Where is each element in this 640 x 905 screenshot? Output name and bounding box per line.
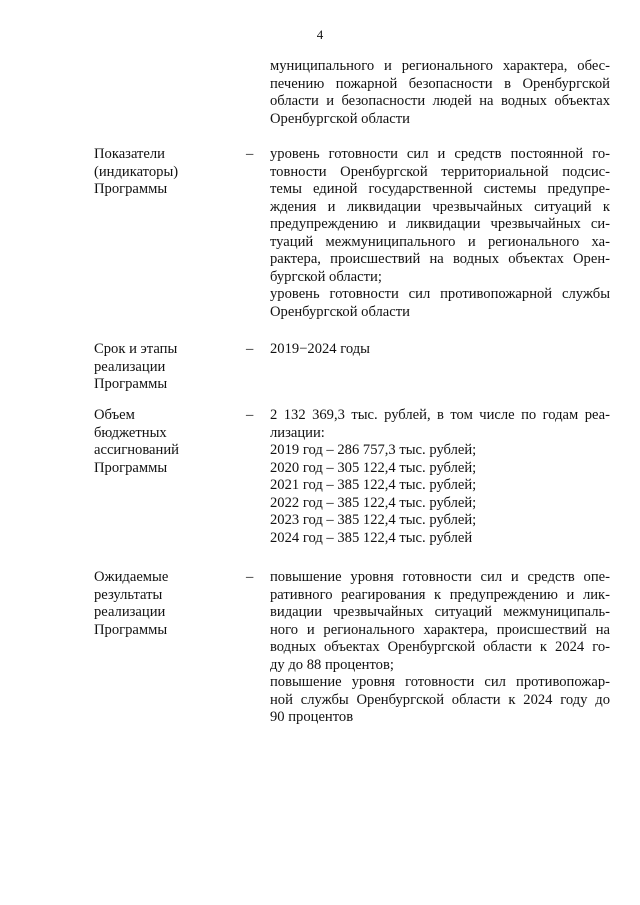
section-dash: – xyxy=(246,146,254,162)
section-label xyxy=(94,146,224,199)
continuation-line: области и безопасности людей на водных объектах xyxy=(270,93,610,109)
section-label xyxy=(94,341,224,394)
continuation-line: Оренбургской области xyxy=(270,110,410,127)
value-line: ду до 88 процентов; xyxy=(270,656,394,673)
value-line: водных объектах Оренбургской области к 2024 го- xyxy=(270,639,610,655)
value-line: товности Оренбургской территориальной подсис- xyxy=(270,163,610,180)
label-line: Программы xyxy=(94,621,168,638)
label-line: Срок и этапы xyxy=(94,341,178,357)
section-label xyxy=(94,407,224,477)
label-line: Программы xyxy=(94,181,168,197)
value-line: ной службы Оренбургской области к 2024 году до xyxy=(270,691,610,708)
continuation-line: муниципального и регионального характера, обес- xyxy=(270,58,610,74)
value-line: 2019 год – 286 757,3 тыс. рублей; xyxy=(270,442,477,458)
value-line: 2020 год – 305 122,4 тыс. рублей; xyxy=(270,459,477,476)
section-value xyxy=(270,341,610,359)
label-line: Объем xyxy=(94,407,135,423)
label-line: результаты xyxy=(94,586,163,603)
section-dash: – xyxy=(246,341,254,357)
value-line: 90 процентов xyxy=(270,709,354,725)
value-line: Оренбургской области xyxy=(270,303,410,320)
value-line: туаций межмуниципального и регионального ха- xyxy=(270,233,610,250)
value-line: ративного реагирования к предупреждению и лик- xyxy=(270,586,610,603)
value-line: 2024 год – 385 122,4 тыс. рублей xyxy=(270,529,473,546)
continuation-line: печению пожарной безопасности в Оренбургской xyxy=(270,75,610,92)
label-line: реализации xyxy=(94,604,166,620)
label-line: Программы xyxy=(94,376,168,392)
value-line: 2021 год – 385 122,4 тыс. рублей; xyxy=(270,477,477,493)
label-line: реализации xyxy=(94,358,166,375)
section-dash: – xyxy=(246,569,254,585)
section-value xyxy=(270,569,610,727)
value-line: уровень готовности сил противопожарной службы xyxy=(270,286,610,302)
label-line: (индикаторы) xyxy=(94,163,179,180)
label-line: Ожидаемые xyxy=(94,569,169,585)
section-value xyxy=(270,146,610,321)
section-value xyxy=(270,407,610,547)
value-line: ного и регионального характера, происшествий на xyxy=(270,621,610,638)
value-line: 2019−2024 годы xyxy=(270,341,370,357)
value-line: ждения и ликвидации чрезвычайных ситуаций к xyxy=(270,198,610,215)
value-line: 2022 год – 385 122,4 тыс. рублей; xyxy=(270,494,477,511)
value-line: уровень готовности сил и средств постоянной го- xyxy=(270,146,610,162)
label-line: Программы xyxy=(94,459,168,476)
page-number: 4 xyxy=(316,27,324,42)
label-line: ассигнований xyxy=(94,442,179,458)
value-line: темы единой государственной системы предупре- xyxy=(270,181,610,197)
section-dash: – xyxy=(246,407,254,423)
value-line: 2023 год – 385 122,4 тыс. рублей; xyxy=(270,512,477,528)
value-line: рактера, происшествий на водных объектах Орен- xyxy=(270,251,610,267)
value-line: повышение уровня готовности сил противопожар- xyxy=(270,674,610,690)
label-line: бюджетных xyxy=(94,424,167,441)
label-line: Показатели xyxy=(94,146,165,162)
continuation-text xyxy=(270,58,610,128)
value-line: 2 132 369,3 тыс. рублей, в том числе по годам реа- xyxy=(270,407,610,423)
value-line: повышение уровня готовности сил и средств опе- xyxy=(270,569,610,585)
value-line: лизации: xyxy=(270,424,325,441)
value-line: предупреждению и ликвидации чрезвычайных си- xyxy=(270,216,610,232)
value-line: видации чрезвычайных ситуаций межмуниципаль- xyxy=(270,604,610,620)
value-line: бургской области; xyxy=(270,268,382,285)
section-label xyxy=(94,569,224,639)
